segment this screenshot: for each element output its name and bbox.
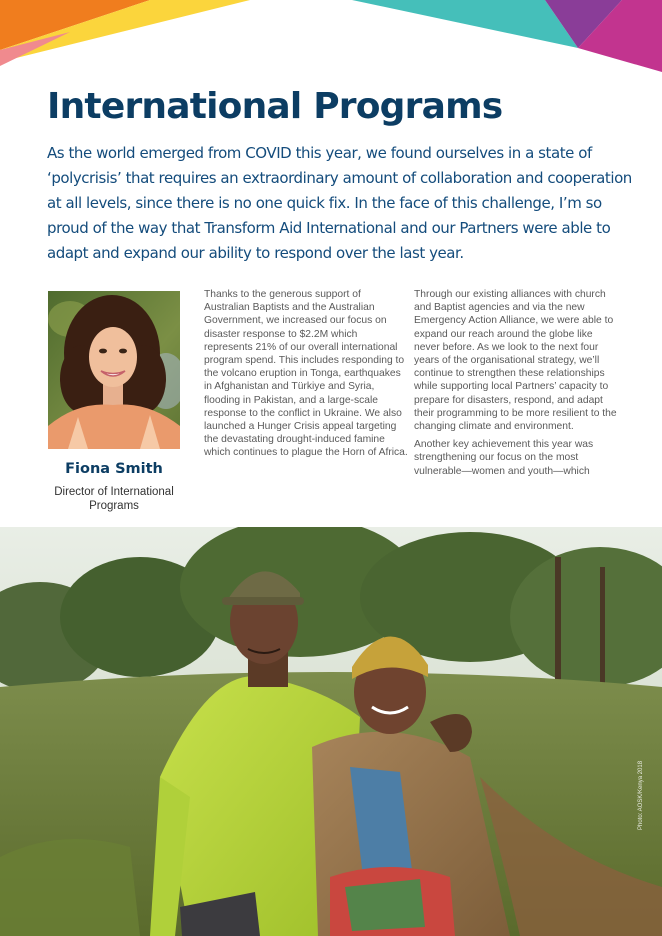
decorative-banner	[0, 0, 662, 80]
portrait-photo	[48, 291, 180, 449]
farmers-photo	[0, 527, 662, 936]
col2-paragraph-2: Another key achievement this year was strengthening our focus on the most vulnerable—women and youth—which	[414, 439, 594, 477]
person-name: Fiona Smith	[65, 461, 163, 477]
photo-credit: Photo: AOSK/Kenya 2018	[638, 760, 644, 830]
intro-paragraph: As the world emerged from COVID this year, we found ourselves in a state of ‘polycrisis’ that requires an extraordinary amount of collaboration and cooperation at all levels, since there is no one quick fix. In the face of this challenge, I’m so proud of the way that Transform Aid International and our Partners were able to adapt and expand our ability to respond over the last year.	[47, 144, 632, 262]
col2-paragraph-1: Through our existing alliances with church and Baptist agencies and via the new Emergency Action Alliance, we were able to expand our reach around the globe like never before. As we look to the next four years of the organisational strategy, we’ll continue to strengthen these relationships while supporting local Partners’ capacity to prepare for disasters, respond, and adapt their programming to be more resilient to the changing climate and environment.	[414, 289, 617, 433]
person-role: Director of International Programs	[54, 486, 174, 512]
body-column-2	[414, 288, 618, 483]
page-title: International Programs	[47, 86, 503, 127]
body-column-1	[204, 288, 408, 465]
banner-teal-stripe	[352, 0, 578, 48]
col1-paragraph-1: Thanks to the generous support of Australian Baptists and the Australian Government, we increased our focus on disaster response to $2.2M which represents 21% of our overall international program spend. This includes responding to the volcano eruption in Tonga, earthquakes in Afghanistan and Türkiye and Syria, flooding in Pakistan, and a large-scale response to the conflict in Ukraine. We also launched a Hunger Crisis appeal targeting the devastating drought-induced famine which continues to plague the Horn of Africa.	[204, 289, 408, 459]
